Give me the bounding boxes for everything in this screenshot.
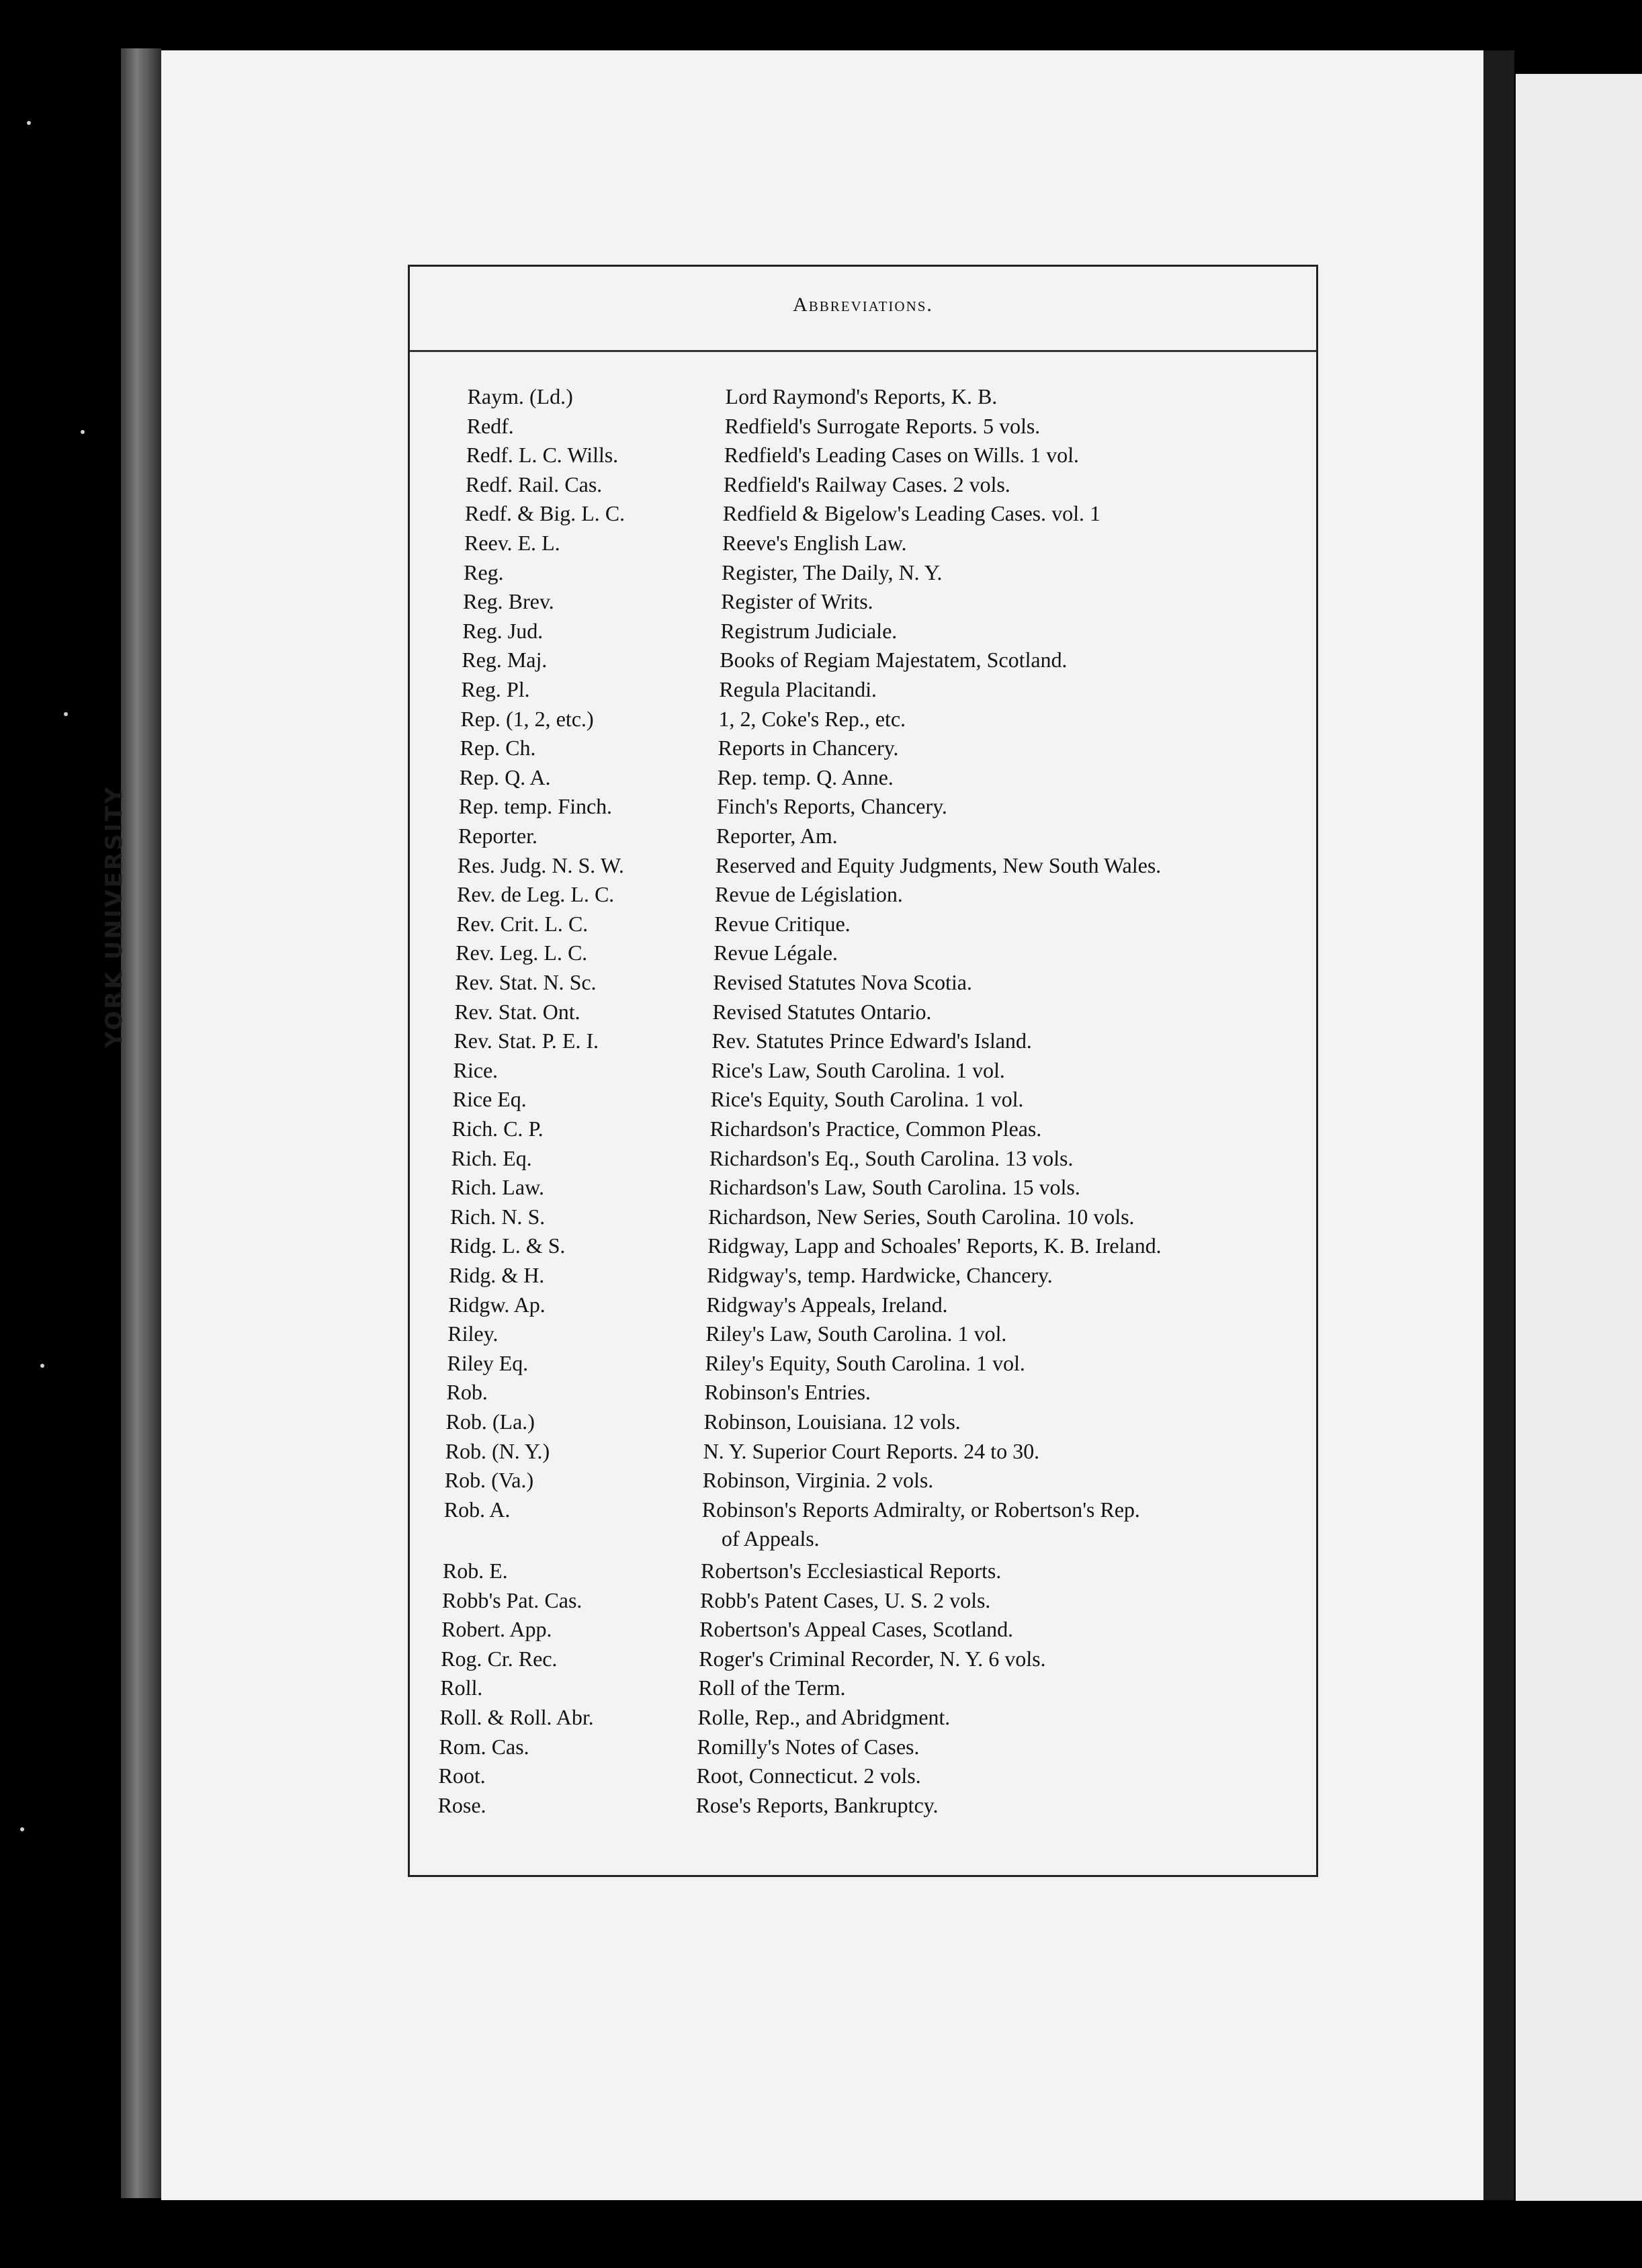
abbreviation-meaning: Root, Connecticut. 2 vols. [696,1763,922,1788]
abbreviation-term: Ridg. L. & S. [449,1233,566,1258]
abbreviation-term: Rob. (La.) [445,1409,535,1434]
abbreviation-meaning: Rice's Equity, South Carolina. 1 vol. [710,1087,1024,1112]
abbreviation-meaning: Riley's Law, South Carolina. 1 vol. [705,1321,1007,1346]
abbreviation-meaning: Richardson's Practice, Common Pleas. [709,1117,1042,1141]
abbreviation-term: Reg. Brev. [462,589,555,614]
abbreviation-term: Riley Eq. [447,1350,529,1375]
scan-speck [27,121,31,125]
abbreviation-term: Rep. Ch. [460,736,536,760]
abbreviation-term: Rob. E. [442,1559,509,1583]
abbreviation-term: Root. [438,1763,486,1788]
abbreviation-term: Rep. (1, 2, etc.) [460,706,595,731]
abbreviation-meaning: Rep. temp. Q. Anne. [717,765,894,789]
abbreviation-entry [408,443,1315,472]
abbreviation-entry [398,912,1305,941]
abbreviation-meaning: Ridgway, Lapp and Schoales' Reports, K. B. Ireland. [707,1233,1162,1258]
abbreviation-meaning: Lord Raymond's Reports, K. B. [725,384,998,408]
abbreviation-term: Raym. (Ld.) [467,384,574,408]
scan-speck [81,430,85,434]
abbreviation-entry [380,1763,1287,1793]
abbreviation-entry [382,1675,1289,1705]
abbreviation-meaning: Robinson, Virginia. 2 vols. [702,1468,934,1493]
abbreviation-meaning: Robinson's Entries. [704,1380,871,1405]
abbreviation-list [380,384,1316,1835]
abbreviation-entry [398,941,1305,970]
abbreviation-entry [390,1293,1297,1322]
abbreviation-meaning-continued: of Appeals. [721,1526,820,1551]
abbreviation-entry [384,1588,1291,1618]
abbreviation-term: Rose. [437,1792,487,1817]
abbreviation-meaning: Rice's Law, South Carolina. 1 vol. [711,1057,1006,1082]
abbreviation-meaning: Robertson's Appeal Cases, Scotland. [699,1617,1014,1642]
abbreviation-term: Res. Judg. N. S. W. [457,853,625,877]
abbreviation-term: Rev. Stat. Ont. [454,999,581,1024]
abbreviation-entry [392,1175,1299,1205]
abbreviation-entry [403,677,1310,707]
abbreviation-term: Rich. C. P. [451,1117,544,1141]
abbreviation-meaning: Redfield's Railway Cases. 2 vols. [723,472,1011,496]
abbreviation-entry [388,1380,1295,1409]
heading-rule [410,350,1316,352]
abbreviation-entry [397,970,1304,1000]
abbreviation-term: Rev. Crit. L. C. [456,911,589,936]
abbreviation-meaning: Rolle, Rep., and Abridgment. [697,1705,951,1729]
abbreviation-meaning: Redfield's Leading Cases on Wills. 1 vol. [724,443,1080,468]
abbreviation-term: Rev. Stat. N. Sc. [454,970,597,994]
abbreviation-term: Robb's Pat. Cas. [441,1587,582,1612]
abbreviation-term: Rev. Stat. P. E. I. [453,1029,599,1053]
abbreviation-meaning: Riley's Equity, South Carolina. 1 vol. [705,1350,1026,1375]
abbreviation-term: Rice Eq. [452,1087,527,1112]
abbreviation-entry [390,1321,1297,1351]
abbreviation-entry [381,1735,1288,1764]
abbreviation-entry [406,501,1313,531]
abbreviation-meaning: Rev. Statutes Prince Edward's Island. [711,1029,1033,1053]
abbreviation-term: Reg. Jud. [462,618,544,643]
abbreviation-entry [396,1029,1303,1058]
abbreviation-term: Redf. & Big. L. C. [464,501,625,526]
spine-stamp: YORK UNIVERSITY [101,785,128,1048]
abbreviation-meaning: Robinson's Reports Admiralty, or Robertson's Rep. [701,1497,1141,1522]
abbreviation-entry [395,1058,1302,1088]
abbreviation-entry [394,1117,1301,1146]
abbreviation-meaning: Robb's Patent Cases, U. S. 2 vols. [699,1587,991,1612]
abbreviation-term: Ridg. & H. [448,1263,545,1287]
abbreviation-entry [404,619,1311,648]
scan-speck [64,712,68,716]
abbreviation-meaning: Reserved and Equity Judgments, New South Wales. [715,853,1162,877]
facing-page-edge [1516,74,1642,2201]
abbreviation-entry [382,1705,1289,1735]
abbreviation-entry [392,1205,1299,1234]
abbreviation-meaning: Books of Regiam Majestatem, Scotland. [720,648,1068,672]
abbreviation-term: Rob. (Va.) [444,1468,534,1493]
abbreviation-entry [385,1497,1293,1557]
abbreviation-term: Riley. [447,1321,499,1346]
abbreviation-entry [400,824,1307,853]
abbreviation-term: Rob. [446,1380,488,1405]
abbreviation-term: Rice. [453,1057,499,1082]
abbreviation-meaning: Revised Statutes Ontario. [712,999,932,1024]
abbreviation-entry [396,1000,1303,1029]
abbreviation-meaning: Redfield's Surrogate Reports. 5 vols. [724,413,1041,438]
abbreviation-term: Roll. [439,1675,483,1700]
abbreviation-meaning: Roger's Criminal Recorder, N. Y. 6 vols. [698,1646,1047,1671]
abbreviation-entry [409,384,1316,414]
abbreviation-meaning: Reporter, Am. [716,824,838,848]
abbreviation-entry [406,531,1313,560]
abbreviation-meaning: Registrum Judiciale. [720,618,898,643]
abbreviation-term: Reg. [463,560,505,584]
abbreviation-meaning: Rose's Reports, Bankruptcy. [695,1792,939,1817]
abbreviation-entry [380,1793,1287,1823]
abbreviation-entry [392,1233,1299,1263]
abbreviation-meaning: Richardson's Law, South Carolina. 15 vols. [708,1175,1081,1200]
abbreviation-entry [406,560,1313,590]
abbreviation-term: Rep. Q. A. [459,765,552,789]
abbreviation-term: Rob. A. [443,1497,511,1522]
abbreviation-meaning: Robinson, Louisiana. 12 vols. [703,1409,961,1434]
abbreviation-term: Redf. [466,413,515,438]
abbreviation-meaning: Richardson, New Series, South Carolina. 10 vols. [707,1204,1135,1229]
page-gutter [1483,50,1514,2200]
abbreviation-meaning: Revue de Législation. [714,882,904,907]
abbreviation-term: Redf. L. C. Wills. [466,443,619,468]
abbreviation-entry [389,1351,1296,1381]
abbreviation-term: Reev. E. L. [464,531,561,555]
abbreviation-entry [393,1146,1300,1176]
abbreviation-entry [399,882,1306,912]
abbreviation-meaning: Redfield & Bigelow's Leading Cases. vol. 1 [722,501,1101,526]
abbreviation-entry [408,414,1315,443]
scan-speck [20,1827,24,1831]
abbreviation-term: Rob. (N. Y.) [445,1438,550,1463]
abbreviation-entry [391,1263,1298,1293]
abbreviation-meaning: Revue Critique. [714,911,851,936]
abbreviation-entry [394,1087,1301,1117]
abbreviation-entry [386,1468,1293,1497]
abbreviations-table-frame [408,265,1318,1877]
book-spine [121,48,161,2198]
abbreviation-meaning: Regula Placitandi. [719,677,877,701]
abbreviation-entry [388,1409,1295,1439]
abbreviation-term: Roll. & Roll. Abr. [439,1705,595,1729]
abbreviation-term: Reg. Pl. [461,677,531,701]
abbreviation-meaning: Reports in Chancery. [718,736,900,760]
abbreviation-term: Rog. Cr. Rec. [440,1646,558,1671]
page-heading: Abbreviations. [793,294,933,316]
abbreviation-meaning: Roll of the Term. [697,1675,847,1700]
abbreviation-term: Rom. Cas. [439,1734,530,1759]
abbreviation-meaning: 1, 2, Coke's Rep., etc. [718,706,906,731]
abbreviation-meaning: Register of Writs. [720,589,874,614]
abbreviation-meaning: Reeve's English Law. [722,531,908,555]
abbreviation-meaning: Ridgway's Appeals, Ireland. [705,1292,949,1317]
abbreviation-entry [387,1439,1294,1469]
abbreviation-meaning: Revised Statutes Nova Scotia. [712,970,973,994]
abbreviation-entry [405,589,1312,619]
abbreviation-entry [384,1617,1291,1647]
abbreviation-meaning: Register, The Daily, N. Y. [721,560,943,584]
abbreviation-term: Rich. Law. [450,1175,545,1200]
abbreviation-entry [407,472,1314,502]
scan-speck [40,1364,44,1368]
abbreviation-meaning: Finch's Reports, Chancery. [716,794,948,819]
abbreviation-term: Robert. App. [441,1617,552,1642]
abbreviation-term: Reg. Maj. [462,648,548,672]
abbreviation-term: Rep. temp. Finch. [458,794,613,819]
abbreviation-term: Redf. Rail. Cas. [465,472,603,496]
abbreviation-term: Rev. Leg. L. C. [455,941,588,965]
abbreviation-meaning: N. Y. Superior Court Reports. 24 to 30. [703,1438,1040,1463]
abbreviation-term: Rich. Eq. [451,1145,533,1170]
abbreviation-entry [383,1647,1290,1676]
abbreviation-term: Reporter. [458,824,538,848]
abbreviation-entry [400,794,1307,824]
abbreviation-meaning: Romilly's Notes of Cases. [697,1734,920,1759]
abbreviation-meaning: Revue Légale. [713,941,838,965]
abbreviation-term: Rev. de Leg. L. C. [456,882,615,907]
abbreviation-entry [402,736,1309,765]
abbreviation-entry [402,707,1309,736]
abbreviation-term: Rich. N. S. [449,1204,546,1229]
abbreviation-entry [401,765,1308,795]
abbreviation-meaning: Richardson's Eq., South Carolina. 13 vols. [709,1145,1074,1170]
abbreviation-meaning: Robertson's Ecclesiastical Reports. [700,1559,1002,1583]
abbreviation-entry [399,853,1306,883]
abbreviation-entry [384,1559,1291,1588]
abbreviation-term: Ridgw. Ap. [447,1292,546,1317]
abbreviation-meaning: Ridgway's, temp. Hardwicke, Chancery. [706,1263,1053,1287]
abbreviation-entry [404,648,1311,677]
